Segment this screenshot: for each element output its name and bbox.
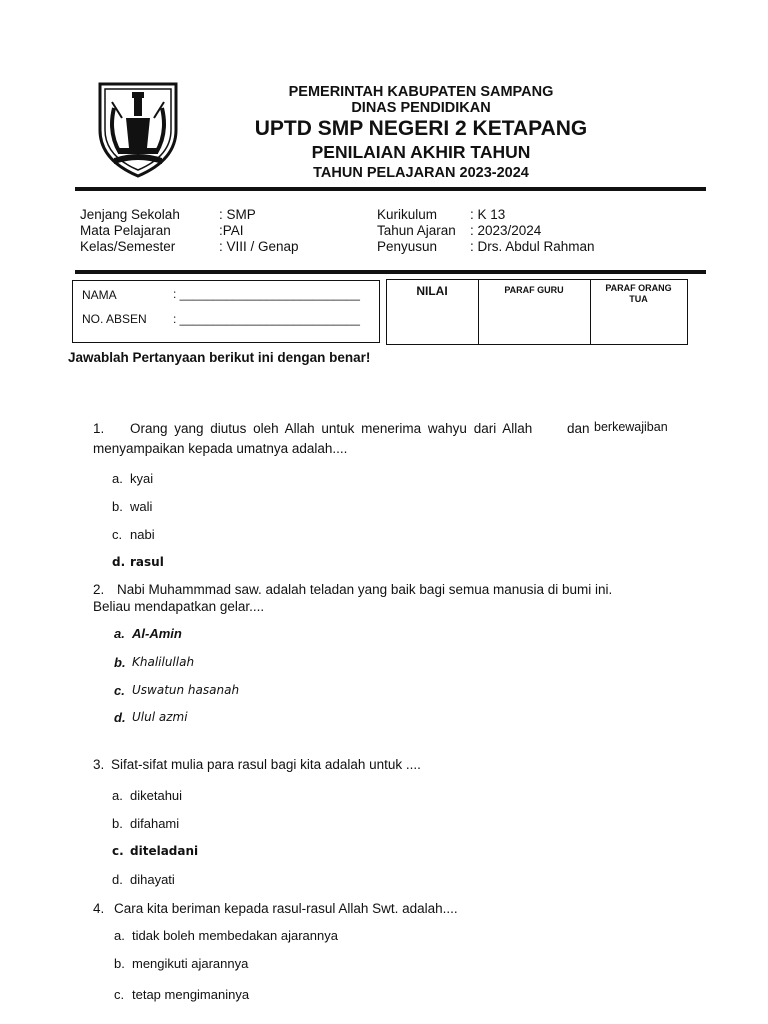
option-text[interactable]: diketahui: [130, 788, 183, 803]
option-letter: a.: [114, 928, 125, 943]
paraf-guru-label: PARAF GURU: [504, 285, 564, 295]
header-exam: PENILAIAN AKHIR TAHUN: [311, 142, 531, 162]
info-left-labels: [80, 207, 180, 255]
paraf-ortu-label: [591, 283, 686, 305]
info-value: : SMP: [219, 207, 256, 222]
option-letter: d.: [112, 555, 126, 569]
header-school: UPTD SMP NEGERI 2 KETAPANG: [254, 117, 588, 140]
option-text[interactable]: wali: [130, 499, 153, 514]
option-text[interactable]: tetap mengimaninya: [132, 987, 250, 1002]
info-value: : K 13: [470, 207, 506, 222]
option-letter: b.: [114, 956, 125, 971]
info-label: Kelas/Semester: [80, 239, 176, 254]
info-right-values: [470, 207, 595, 255]
option-text[interactable]: difahami: [130, 816, 180, 831]
info-right-labels: [377, 207, 456, 255]
question-1-text-cont: menyampaikan kepada umatnya adalah....: [93, 441, 348, 456]
question-1-text-dan: dan: [567, 421, 590, 436]
instruction: Jawablah Pertanyaan berikut ini dengan benar!: [68, 350, 371, 365]
paraf-guru-box[interactable]: [478, 279, 591, 345]
info-value: : VIII / Genap: [219, 239, 299, 254]
question-2-number: 2.: [93, 582, 105, 597]
info-value: :PAI: [219, 223, 244, 238]
header-divider: [75, 187, 706, 191]
option-letter: b.: [114, 655, 126, 670]
option-text[interactable]: Ulul azmi: [132, 710, 188, 724]
question-2-text: Nabi Muhammmad saw. adalah teladan yang baik bagi semua manusia di bumi ini.: [117, 582, 613, 597]
option-text[interactable]: tidak boleh membedakan ajarannya: [132, 928, 338, 943]
option-letter: d.: [114, 710, 126, 725]
question-4-text: Cara kita beriman kepada rasul-rasul Allah Swt. adalah....: [114, 901, 458, 916]
option-text[interactable]: nabi: [130, 527, 155, 542]
option-letter: d.: [112, 872, 123, 887]
nilai-label: NILAI: [416, 284, 448, 298]
option-letter: a.: [114, 626, 125, 641]
header-government: PEMERINTAH KABUPATEN SAMPANG: [288, 84, 554, 100]
nilai-box[interactable]: [386, 279, 479, 345]
info-label: Jenjang Sekolah: [80, 207, 180, 222]
paraf-ortu-line1: PARAF ORANG: [605, 283, 672, 293]
question-2-text-cont: Beliau mendapatkan gelar....: [93, 599, 265, 614]
option-text[interactable]: mengikuti ajarannya: [132, 956, 249, 971]
option-text[interactable]: Uswatun hasanah: [132, 683, 240, 697]
option-text[interactable]: rasul: [130, 555, 164, 569]
question-1-number: 1.: [93, 421, 105, 436]
header-year: TAHUN PELAJARAN 2023-2024: [313, 165, 529, 181]
info-value: : 2023/2024: [470, 223, 542, 238]
option-letter: b.: [112, 816, 123, 831]
paraf-ortu-line2: TUA: [629, 294, 648, 304]
option-letter: a.: [112, 471, 123, 486]
info-label: Mata Pelajaran: [80, 223, 171, 238]
student-box: [72, 280, 380, 343]
option-letter: b.: [112, 499, 123, 514]
absen-field[interactable]: : ___________________________: [173, 312, 360, 326]
info-label: Kurikulum: [377, 207, 438, 222]
option-text[interactable]: Khalilullah: [132, 655, 195, 669]
option-text[interactable]: Al-Amin: [132, 626, 182, 641]
info-divider: [75, 270, 706, 274]
option-letter: c.: [114, 987, 125, 1002]
info-label: Tahun Ajaran: [377, 223, 456, 238]
question-4-number: 4.: [93, 901, 105, 916]
option-letter: c.: [112, 844, 124, 858]
question-3-number: 3.: [93, 757, 105, 772]
option-text[interactable]: diteladani: [130, 844, 199, 858]
paraf-ortu-box[interactable]: [590, 279, 688, 345]
question-1-text: Orang yang diutus oleh Allah untuk menerima wahyu dari Allah: [130, 421, 533, 436]
question-1-text-berkewajiban: berkewajiban: [594, 420, 668, 434]
question-3-text: Sifat-sifat mulia para rasul bagi kita adalah untuk ....: [111, 757, 421, 772]
info-value: : Drs. Abdul Rahman: [470, 239, 595, 254]
header-department: DINAS PENDIDIKAN: [351, 100, 491, 116]
name-label: NAMA: [82, 288, 117, 302]
option-letter: c.: [112, 527, 123, 542]
option-letter: c.: [114, 683, 125, 698]
info-left-values: [219, 207, 299, 255]
option-text[interactable]: dihayati: [130, 872, 175, 887]
info-label: Penyusun: [377, 239, 438, 254]
option-letter: a.: [112, 788, 123, 803]
option-text[interactable]: kyai: [130, 471, 154, 486]
absen-label: NO. ABSEN: [82, 312, 147, 326]
name-field[interactable]: : ___________________________: [173, 287, 360, 301]
